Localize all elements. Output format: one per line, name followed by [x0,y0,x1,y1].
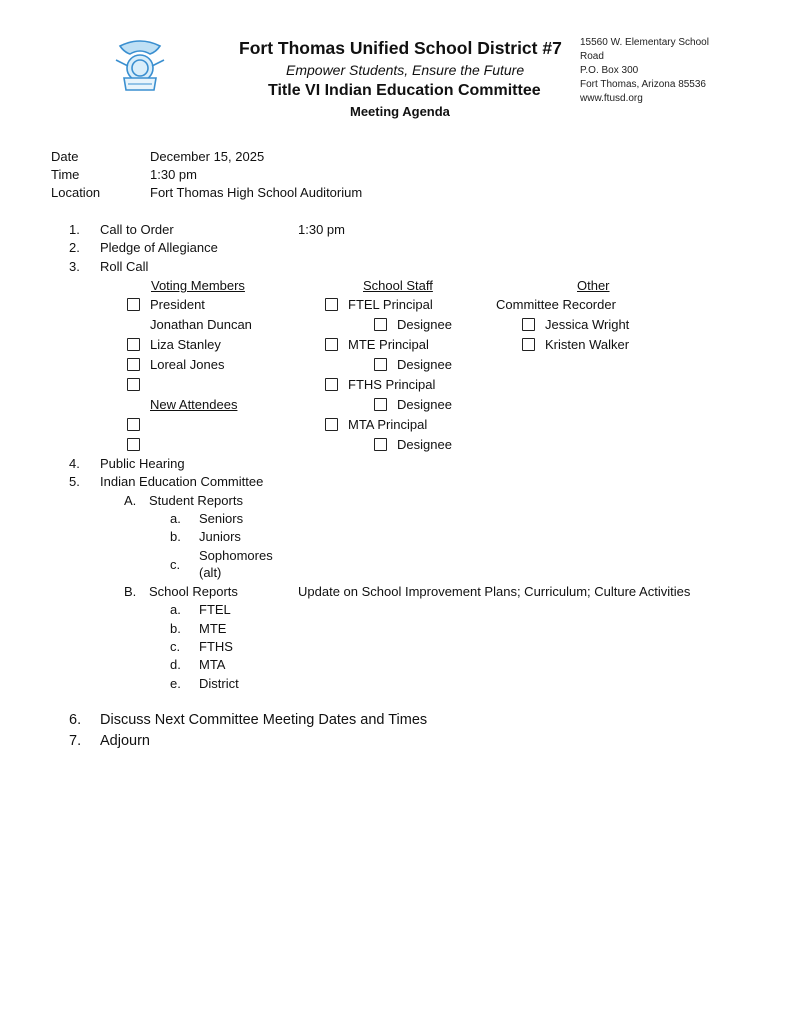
school-report-item: MTA [199,657,226,672]
list-letter: c. [170,639,181,654]
voting-member-checkbox[interactable] [127,358,140,371]
agenda-item-indian-ed-committee: Indian Education Committee [100,474,264,489]
school-report-item: MTE [199,621,227,636]
date-label: Date [51,149,79,164]
list-letter: b. [170,621,181,636]
staff-checkbox[interactable] [325,338,338,351]
address-line: Fort Thomas, Arizona 85536 [580,79,706,90]
school-report-item: FTHS [199,639,233,654]
school-reports-note: Update on School Improvement Plans; Curriculum; Culture Activities [298,584,691,599]
designee-checkbox[interactable] [374,438,387,451]
new-attendees-header: New Attendees [150,397,238,412]
recorder-name: Kristen Walker [545,337,630,352]
new-attendee-checkbox[interactable] [127,418,140,431]
school-staff-header: School Staff [363,278,433,293]
staff-checkbox[interactable] [325,298,338,311]
voting-members-header: Voting Members [151,278,245,293]
agenda-item-roll-call: Roll Call [100,259,149,274]
committee-title: Title VI Indian Education Committee [268,82,541,99]
staff-label: MTA Principal [348,417,428,432]
subsection-letter: A. [124,493,137,508]
designee-label: Designee [397,397,452,412]
designee-checkbox[interactable] [374,318,387,331]
agenda-item-call-to-order: Call to Order [100,222,174,237]
recorder-checkbox[interactable] [522,318,535,331]
agenda-number: 5. [69,474,80,489]
designee-checkbox[interactable] [374,398,387,411]
location-value: Fort Thomas High School Auditorium [150,185,363,200]
school-report-item: District [199,676,239,691]
school-reports-heading: School Reports [149,584,238,599]
staff-checkbox[interactable] [325,418,338,431]
district-name: Fort Thomas Unified School District #7 [239,38,562,58]
staff-label: MTE Principal [348,337,429,352]
district-motto: Empower Students, Ensure the Future [286,62,525,78]
subsection-letter: B. [124,584,137,599]
list-letter: a. [170,602,181,617]
designee-label: Designee [397,437,452,452]
list-letter: a. [170,511,181,526]
agenda-item-adjourn: Adjourn [100,733,150,749]
address-line: Road [580,51,604,62]
agenda-number: 6. [69,712,82,728]
staff-label: FTHS Principal [348,377,436,392]
voting-member-label: Loreal Jones [150,357,225,372]
voting-member-label: President [150,297,205,312]
agenda-item-pledge: Pledge of Allegiance [100,240,218,255]
time-label: Time [51,167,80,182]
student-reports-heading: Student Reports [149,493,243,508]
list-letter: c. [170,557,181,572]
list-letter: e. [170,676,181,691]
president-checkbox[interactable] [127,298,140,311]
blank-voting-checkbox[interactable] [127,378,140,391]
voting-member-label: Liza Stanley [150,337,221,352]
designee-label: Designee [397,357,452,372]
student-report-item: Seniors [199,511,244,526]
designee-label: Designee [397,317,452,332]
sophomore-alt-note: (alt) [199,565,222,580]
recorder-checkbox[interactable] [522,338,535,351]
school-report-item: FTEL [199,602,231,617]
student-report-item: Sophomores [199,548,273,563]
list-letter: b. [170,529,181,544]
staff-checkbox[interactable] [325,378,338,391]
voting-member-checkbox[interactable] [127,338,140,351]
location-label: Location [51,185,101,200]
student-report-item: Juniors [199,529,241,544]
address-line: P.O. Box 300 [580,65,639,76]
agenda-number: 1. [69,222,80,237]
designee-checkbox[interactable] [374,358,387,371]
agenda-number: 7. [69,733,82,749]
agenda-item-public-hearing: Public Hearing [100,456,185,471]
committee-recorder-label: Committee Recorder [496,297,616,312]
agenda-number: 2. [69,240,80,255]
list-letter: d. [170,657,181,672]
other-header: Other [577,278,610,293]
call-to-order-time: 1:30 pm [298,222,345,237]
district-address [580,36,709,106]
staff-label: FTEL Principal [348,297,433,312]
document-type: Meeting Agenda [350,104,450,119]
agenda-item-next-meeting: Discuss Next Committee Meeting Dates and Times [100,712,428,728]
agenda-number: 4. [69,456,80,471]
voting-member-label: Jonathan Duncan [150,317,252,332]
time-value: 1:30 pm [150,167,197,182]
date-value: December 15, 2025 [150,149,265,164]
agenda-number: 3. [69,259,80,274]
district-logo [110,38,170,94]
address-line: 15560 W. Elementary School [580,37,709,48]
website-link[interactable]: www.ftusd.org [580,93,643,104]
recorder-name: Jessica Wright [545,317,630,332]
new-attendee-checkbox[interactable] [127,438,140,451]
